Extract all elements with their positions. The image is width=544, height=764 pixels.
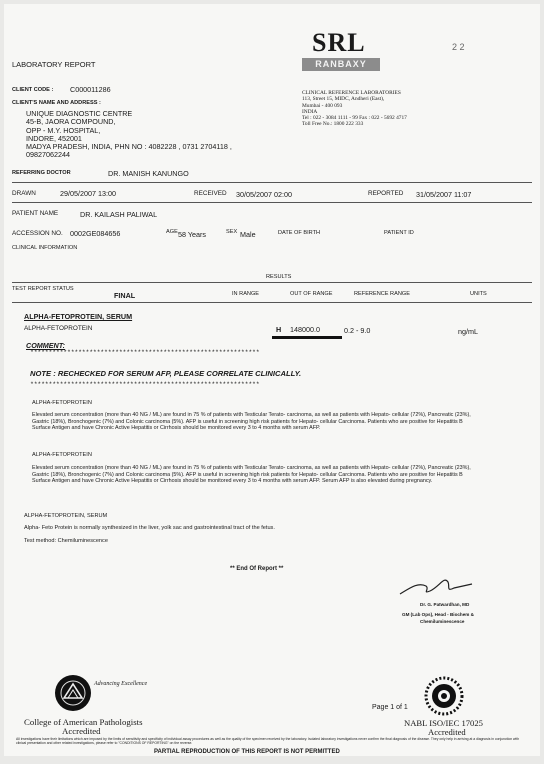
divider [12, 202, 532, 203]
status-label: TEST REPORT STATUS [12, 286, 74, 292]
signature [396, 572, 476, 600]
result-flag: H [276, 325, 282, 334]
lab-address-line: Tel : 022 - 3084 1111 - 99 Fax : 022 - 5692 4717 [302, 115, 407, 122]
client-line: OPP - M.Y. HOSPITAL, [26, 125, 101, 135]
drawn-label: DRAWN [12, 190, 36, 197]
divider [12, 182, 532, 183]
test-name: ALPHA-FETOPROTEIN [24, 325, 93, 332]
referring-doctor: DR. MANISH KANUNGO [108, 169, 189, 178]
sex-label: SEX [226, 229, 238, 235]
client-code: C000011286 [70, 85, 111, 94]
signatory-name: Dr. G. Patwardhan, MD [420, 602, 470, 607]
patient-name-label: PATIENT NAME [12, 210, 59, 217]
result-value: 148000.0 [290, 325, 320, 334]
col-reference-range: REFERENCE RANGE [354, 291, 410, 297]
stars-divider: ************************************************************** [30, 381, 260, 388]
signatory-title: GM (Lab Ops), Head - Biochem & [402, 612, 474, 617]
reference-range: 0.2 - 9.0 [344, 326, 371, 335]
received-label: RECEIVED [194, 190, 227, 197]
comment-subheading: ALPHA-FETOPROTEIN, SERUM [24, 513, 108, 519]
client-line: 09827062244 [26, 150, 70, 160]
comment-paragraph: Elevated serum concentration (more than 40 NG / ML) are found in 75 % of patients with Testicular Terato- carcinoma, as well as patients with Hepato- cellular (72%), Pancreatic (23%), Gastric (18%), Bronchogenic (7%) and Colonic carcinoma (5%). AFP is useful in screening high risk patients for Hepato- cellular Carcinoma. Patients who are positive for Hepatitis B Surface Antigen and have Chronic Active Hepatitis or Cirrhosis should be monitored every 3 to 4 months with serum AFP. [32, 412, 471, 432]
accession-label: ACCESSION NO. [12, 230, 63, 237]
ranbaxy-band: RANBAXY [302, 58, 380, 71]
received-value: 30/05/2007 02:00 [236, 190, 292, 199]
clinical-info-label: CLINICAL INFORMATION [12, 245, 78, 251]
reported-label: REPORTED [368, 190, 404, 197]
report-title: LABORATORY REPORT [12, 60, 96, 69]
sex-value: Male [240, 230, 256, 239]
lab-address-line: Mumbai - 400 093 [302, 102, 343, 109]
status-value: FINAL [114, 291, 136, 300]
disclaimer: All investigations have their limitations which are imposed by the limits of sensitivity and specificity of individual assay procedures as well as the quality of the specimen received by the laboratory. Isolated laboratory investigations never confirm the final diagnosis of the disease. They only help in arriving at a diagnosis in conjunction with clinical presentation and other related investigations, please refer to "CONDITIONS OF REPORTING" on the reverse. [16, 737, 520, 745]
partial-reproduction-notice: PARTIAL REPRODUCTION OF THIS REPORT IS NOT PERMITTED [154, 749, 340, 755]
comment-label: COMMENT: [26, 341, 65, 350]
lab-address-line: Toll Free No.: 1800 222 333 [302, 121, 364, 128]
page-mark: 2 2 [452, 42, 465, 52]
lab-report-page [4, 4, 540, 756]
client-line: MADYA PRADESH, INDIA, PHN NO : 4082228 , 0731 2704118 , [26, 142, 232, 152]
signatory-title: Chemiluminescence [420, 619, 465, 624]
age-value: 58 Years [178, 230, 206, 239]
client-address-block [26, 110, 232, 160]
client-address-label: CLIENT'S NAME AND ADDRESS : [12, 100, 101, 106]
comment-subheading: ALPHA-FETOPROTEIN [32, 452, 92, 458]
stars-divider: ************************************************************** [30, 349, 260, 356]
accession-value: 0002GE084656 [70, 229, 121, 238]
referring-doctor-label: REFERRING DOCTOR [12, 170, 71, 176]
client-line: UNIQUE DIAGNOSTIC CENTRE [26, 109, 133, 118]
end-of-report: ** End Of Report ** [230, 566, 284, 572]
col-out-of-range: OUT OF RANGE [290, 291, 333, 297]
dob-label: DATE OF BIRTH [278, 230, 321, 236]
client-code-label: CLIENT CODE : [12, 87, 54, 93]
drawn-value: 29/05/2007 13:00 [60, 189, 116, 198]
lab-address-block [302, 90, 407, 128]
test-method: Test method: Chemiluminescence [24, 538, 108, 544]
results-label: RESULTS [266, 274, 292, 280]
lab-address-line: INDIA [302, 108, 318, 115]
comment-paragraph: Elevated serum concentration (more than 40 NG / ML) are found in 75 % of patients with Testicular Terato- carcinoma, as well as patients with Hepato- cellular (72%), Pancreatic (23%), Gastric (18%), Bronchogenic (7%) and Colonic carcinoma (5%). AFP is useful in screening high risk patients for Hepato- cellular Carcinoma. Patients who are positive for Hepatitis B Surface Antigen and have Chronic Active Hepatitis or Cirrhosis should be monitored every 3 to 4 months with serum AFP. Serum AFP is also elevated during pregnancy. [32, 465, 471, 485]
srl-brand: SRL [312, 28, 366, 57]
divider [12, 302, 532, 303]
lab-address-line: 113, Street 15, MIDC, Andheri (East), [302, 96, 385, 103]
cap-seal-icon [54, 674, 92, 712]
cap-name: College of American Pathologists [24, 717, 143, 727]
patient-name: DR. KAILASH PALIWAL [80, 210, 158, 219]
age-label: AGE [166, 229, 178, 235]
client-line: INDORE, 452001 [26, 133, 82, 143]
srl-logo [302, 28, 462, 70]
divider [12, 282, 532, 283]
page-indicator: Page 1 of 1 [372, 704, 408, 711]
client-line: 45-B, JAORA COMPOUND, [26, 117, 116, 127]
patient-id-label: PATIENT ID [384, 230, 414, 236]
lab-address-line: CLINICAL REFERENCE LABORATORIES [302, 90, 401, 96]
reported-value: 31/05/2007 11:07 [416, 190, 472, 199]
comment-subheading: ALPHA-FETOPROTEIN [32, 400, 92, 406]
nabl-label: NABL ISO/IEC 17025 [404, 718, 483, 728]
cap-status: Accredited [62, 726, 101, 736]
nabl-status: Accredited [428, 727, 466, 737]
nabl-seal-icon [424, 676, 464, 716]
comment-paragraph: Alpha- Feto Protein is normally synthesized in the liver, yolk sac and gastrointestinal tract of the fetus. [24, 525, 275, 531]
cap-tagline: Advancing Excellence [94, 681, 148, 687]
comment-note: NOTE : RECHECKED FOR SERUM AFP, PLEASE CORRELATE CLINICALLY. [30, 369, 302, 378]
col-in-range: IN RANGE [232, 291, 260, 297]
result-underline [272, 336, 342, 339]
col-units: UNITS [470, 291, 487, 297]
units: ng/mL [458, 327, 478, 336]
section-title: ALPHA-FETOPROTEIN, SERUM [24, 312, 133, 321]
